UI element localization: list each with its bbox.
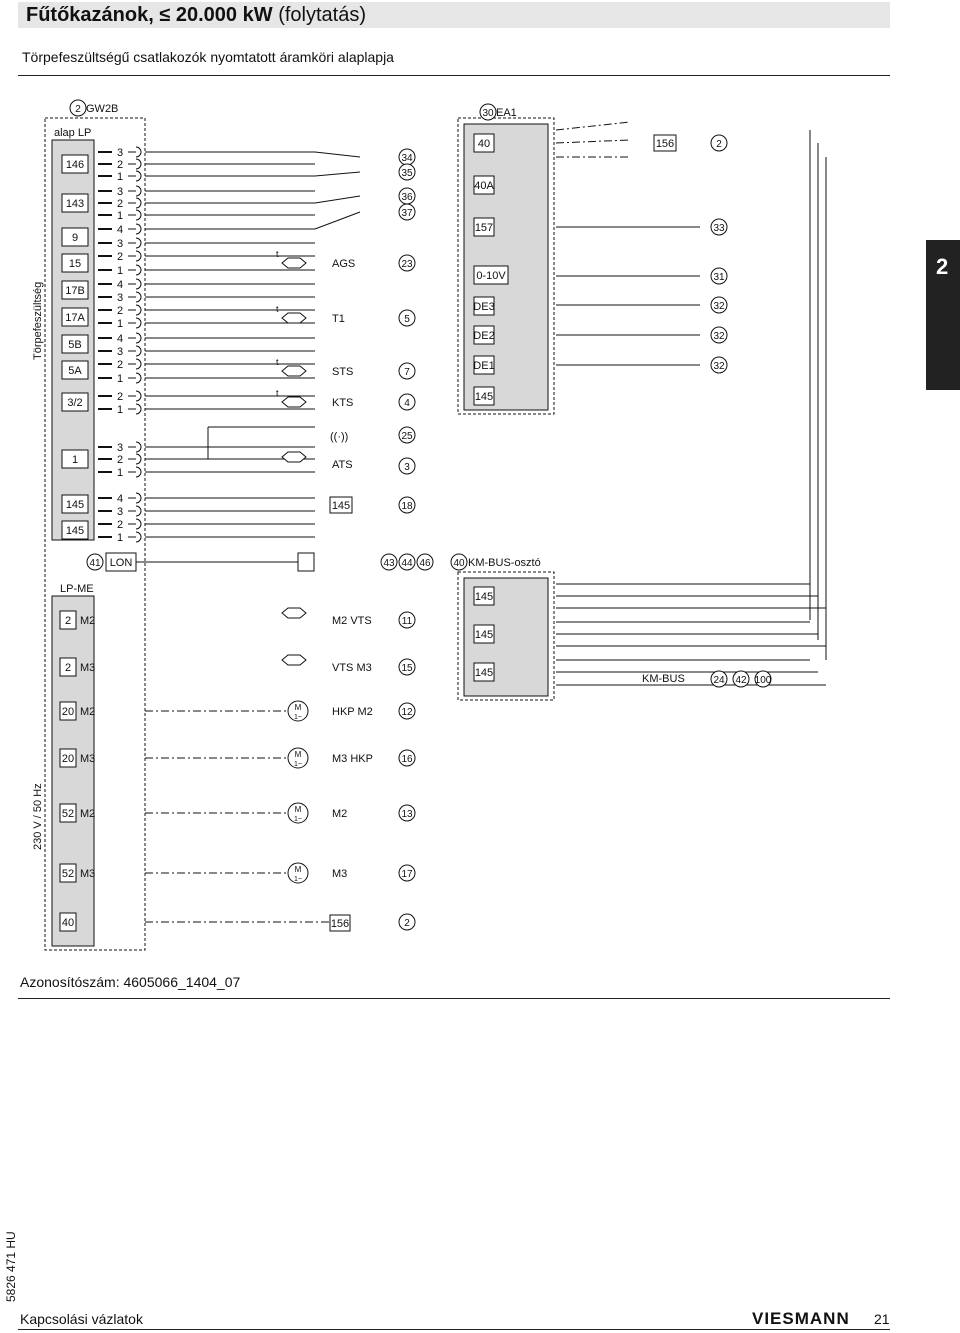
ref-circle-text: 46 bbox=[419, 558, 431, 569]
pin-socket bbox=[136, 532, 141, 542]
pin-socket bbox=[136, 159, 141, 169]
section-tab bbox=[926, 240, 960, 390]
ref-circle-text: 43 bbox=[383, 558, 395, 569]
pin-number: 2 bbox=[116, 198, 124, 210]
sensor-label: M2 bbox=[332, 808, 348, 820]
pin-socket bbox=[136, 333, 141, 343]
ref-circle-text: 100 bbox=[754, 675, 772, 686]
pin-number: 3 bbox=[116, 346, 124, 358]
sensor-symbol bbox=[282, 258, 306, 268]
ref-circle-text: 17 bbox=[401, 869, 413, 880]
ref-circle-text: 34 bbox=[401, 153, 413, 164]
pin-socket bbox=[136, 519, 141, 529]
pin-socket bbox=[136, 292, 141, 302]
left-plug-box-text: 15 bbox=[68, 258, 82, 270]
lp-me-name: M3 bbox=[80, 662, 96, 674]
low-voltage-label: Törpefeszültség bbox=[32, 281, 44, 360]
gw2b-label: GW2B bbox=[86, 103, 119, 115]
pin-socket bbox=[136, 251, 141, 261]
ref-circle-text: 23 bbox=[401, 259, 413, 270]
pin-number: 3 bbox=[116, 442, 124, 454]
ref-circle-text: 37 bbox=[401, 208, 413, 219]
sensor-symbol bbox=[282, 452, 306, 462]
left-plug-box-text: 3/2 bbox=[67, 397, 83, 409]
title-suffix: (folytatás) bbox=[278, 4, 366, 26]
pin-number: 4 bbox=[116, 493, 124, 505]
ea1-box-text: DE1 bbox=[473, 360, 495, 372]
pin-socket bbox=[136, 373, 141, 383]
ea1-number-text: 30 bbox=[482, 108, 494, 119]
ea1-box-text: DE2 bbox=[473, 330, 495, 342]
identifier: Azonosítószám: 4605066_1404_07 bbox=[20, 974, 241, 990]
ref-circle-text: 36 bbox=[401, 192, 413, 203]
sensor-mark: t bbox=[276, 249, 279, 259]
ea1-box-text: DE3 bbox=[473, 301, 495, 313]
lp-me-label: LP-ME bbox=[60, 583, 94, 595]
pin-number: 2 bbox=[116, 391, 124, 403]
doc-number-text: 5826 471 HU bbox=[4, 1231, 18, 1302]
section-tab-number: 2 bbox=[936, 254, 949, 279]
mains-voltage-label: 230 V / 50 Hz bbox=[32, 783, 44, 850]
pin-number: 3 bbox=[116, 506, 124, 518]
footer-rule bbox=[18, 1329, 890, 1330]
lp-me-name: M2 bbox=[80, 808, 96, 820]
sensor-label: AGS bbox=[332, 258, 356, 270]
left-plug-box-text: 5A bbox=[68, 365, 82, 377]
sensor-label: M3 HKP bbox=[332, 753, 373, 765]
lp-me-box-text: 20 bbox=[61, 753, 75, 765]
ref-circle-text: 42 bbox=[735, 675, 747, 686]
ea1-box-text: 145 bbox=[474, 391, 494, 403]
sensor-label: M3 bbox=[332, 868, 348, 880]
pin-number: 2 bbox=[116, 305, 124, 317]
doc-number bbox=[0, 1212, 18, 1302]
ea1-box-text: 40A bbox=[474, 180, 494, 192]
viessmann-logo: VIESMANN bbox=[752, 1309, 850, 1328]
pin-socket bbox=[136, 279, 141, 289]
lp-me-box-text: 2 bbox=[64, 662, 72, 674]
sensor-symbol bbox=[282, 397, 306, 407]
sensor-label: M2 VTS bbox=[332, 615, 372, 627]
mains-wire bbox=[556, 140, 630, 143]
pin-socket bbox=[136, 346, 141, 356]
antenna-icon: ((·)) bbox=[330, 431, 349, 443]
motor-sub: 1~ bbox=[294, 761, 302, 768]
left-plug-box-text: 5B bbox=[68, 339, 82, 351]
alap-lp-label: alap LP bbox=[54, 127, 92, 139]
ref-circle-text: 44 bbox=[401, 558, 413, 569]
pin-socket bbox=[136, 238, 141, 248]
motor-m: M bbox=[294, 703, 302, 712]
plug-box-156-text: 156 bbox=[330, 918, 350, 930]
pin-socket bbox=[136, 147, 141, 157]
ea1-box-text: 157 bbox=[474, 222, 494, 234]
sensor-mark: t bbox=[276, 304, 279, 314]
motor-sub: 1~ bbox=[294, 714, 302, 721]
pin-number: 3 bbox=[116, 147, 124, 159]
pin-number: 4 bbox=[116, 333, 124, 345]
kmbus-box-text: 145 bbox=[474, 629, 494, 641]
lp-me-name: M3 bbox=[80, 753, 96, 765]
lp-me-board bbox=[52, 596, 94, 946]
pin-number: 2 bbox=[116, 159, 124, 171]
wire bbox=[315, 172, 360, 176]
left-plug-box-text: 17B bbox=[65, 285, 85, 297]
pin-number: 1 bbox=[116, 373, 124, 385]
lon-number-text: 41 bbox=[89, 558, 101, 569]
sensor-label: HKP M2 bbox=[332, 706, 373, 718]
ref-circle-text: 7 bbox=[404, 367, 410, 378]
pin-number: 1 bbox=[116, 265, 124, 277]
ref-circle-text: 32 bbox=[713, 331, 725, 342]
lp-me-name: M2 bbox=[80, 706, 96, 718]
ref-circle-text: 18 bbox=[401, 501, 413, 512]
wire bbox=[315, 152, 360, 157]
pin-number: 1 bbox=[116, 532, 124, 544]
ea1-box-text: 40 bbox=[477, 138, 491, 150]
sensor-label: VTS M3 bbox=[332, 662, 372, 674]
pin-socket bbox=[136, 198, 141, 208]
pin-socket bbox=[136, 391, 141, 401]
sensor-label: KTS bbox=[332, 397, 354, 409]
ref-circle-text: 35 bbox=[401, 168, 413, 179]
sensor-mark: t bbox=[276, 388, 279, 398]
pin-socket bbox=[136, 224, 141, 234]
ref-circle-text: 3 bbox=[404, 462, 410, 473]
footer-section: Kapcsolási vázlatok bbox=[20, 1311, 143, 1327]
lp-me-box-text: 2 bbox=[64, 615, 72, 627]
pin-socket bbox=[136, 454, 141, 464]
sensor-label: T1 bbox=[332, 313, 345, 325]
page-number: 21 bbox=[874, 1311, 890, 1327]
kmbus-text: KM-BUS bbox=[642, 673, 685, 685]
ref-circle-text: 4 bbox=[404, 398, 410, 409]
sensor-mark: t bbox=[276, 357, 279, 367]
sensor-label: STS bbox=[332, 366, 354, 378]
bottom-rule bbox=[18, 998, 890, 999]
pin-socket bbox=[136, 442, 141, 452]
left-plug-box-text: 143 bbox=[65, 198, 85, 210]
pin-socket bbox=[136, 305, 141, 315]
pin-number: 2 bbox=[116, 251, 124, 263]
pin-number: 3 bbox=[116, 238, 124, 250]
pin-number: 1 bbox=[116, 171, 124, 183]
lp-me-name: M3 bbox=[80, 868, 96, 880]
left-plug-box-text: 145 bbox=[65, 499, 85, 511]
pin-number: 3 bbox=[116, 186, 124, 198]
pin-number: 3 bbox=[116, 292, 124, 304]
kmbus-box-text: 145 bbox=[474, 591, 494, 603]
pin-socket bbox=[136, 265, 141, 275]
ref-circle-text: 25 bbox=[401, 431, 413, 442]
subtitle: Törpefeszültségű csatlakozók nyomtatott áramköri alaplapja bbox=[22, 49, 394, 65]
ref-circle-text: 2 bbox=[404, 918, 410, 929]
lp-me-box-text: 52 bbox=[61, 868, 75, 880]
ref-circle-text: 24 bbox=[713, 675, 725, 686]
left-plug-box-text: 1 bbox=[71, 454, 79, 466]
left-plug-box-text: 146 bbox=[65, 159, 85, 171]
pin-socket bbox=[136, 404, 141, 414]
motor-m: M bbox=[294, 750, 302, 759]
ref-circle-text: 31 bbox=[713, 272, 725, 283]
ea1-label: EA1 bbox=[496, 107, 517, 119]
motor-sub: 1~ bbox=[294, 816, 302, 823]
lp-me-box-text: 40 bbox=[61, 917, 75, 929]
kmbus-label: KM-BUS-osztó bbox=[468, 557, 541, 569]
pin-socket bbox=[136, 186, 141, 196]
kmbus-number-text: 40 bbox=[453, 558, 465, 569]
left-plug-box-text: 9 bbox=[71, 232, 79, 244]
pin-socket bbox=[136, 171, 141, 181]
lon-box-text: LON bbox=[109, 557, 133, 569]
ref-circle-text: 32 bbox=[713, 301, 725, 312]
plug-box-145-text: 145 bbox=[331, 500, 351, 512]
motor-sub: 1~ bbox=[294, 876, 302, 883]
ref-circle-text: 11 bbox=[401, 616, 413, 627]
ref-circle-text: 32 bbox=[713, 361, 725, 372]
plug-box-156-ea1-text: 156 bbox=[655, 138, 675, 150]
mains-wire bbox=[556, 122, 630, 130]
sensor-symbol bbox=[282, 655, 306, 665]
pin-socket bbox=[136, 359, 141, 369]
lon-end-box bbox=[298, 553, 314, 571]
wire bbox=[315, 212, 360, 229]
ref-circle-text: 12 bbox=[401, 707, 413, 718]
pin-number: 2 bbox=[116, 519, 124, 531]
pin-number: 1 bbox=[116, 467, 124, 479]
pin-number: 1 bbox=[116, 210, 124, 222]
lp-me-name: M2 bbox=[80, 615, 96, 627]
left-plug-box-text: 145 bbox=[65, 525, 85, 537]
pin-socket bbox=[136, 467, 141, 477]
pin-socket bbox=[136, 318, 141, 328]
pin-socket bbox=[136, 506, 141, 516]
ref-circle-text: 13 bbox=[401, 809, 413, 820]
title-main: Fűtőkazánok, ≤ 20.000 kW bbox=[26, 4, 273, 26]
sensor-label: ATS bbox=[332, 459, 353, 471]
lp-me-box-text: 52 bbox=[61, 808, 75, 820]
gw2b-number-text: 2 bbox=[75, 104, 81, 115]
sensor-symbol bbox=[282, 366, 306, 376]
lp-me-box-text: 20 bbox=[61, 706, 75, 718]
motor-m: M bbox=[294, 805, 302, 814]
ea1-box-text: 0-10V bbox=[476, 270, 506, 282]
pin-number: 2 bbox=[116, 359, 124, 371]
pin-number: 1 bbox=[116, 318, 124, 330]
motor-m: M bbox=[294, 865, 302, 874]
sensor-symbol bbox=[282, 608, 306, 618]
pin-socket bbox=[136, 493, 141, 503]
wire bbox=[315, 196, 360, 203]
ref-circle-text: 33 bbox=[713, 223, 725, 234]
pin-socket bbox=[136, 210, 141, 220]
ref-circle-text: 15 bbox=[401, 663, 413, 674]
ref-circle-text: 2 bbox=[716, 139, 722, 150]
pin-number: 4 bbox=[116, 224, 124, 236]
kmbus-box-text: 145 bbox=[474, 667, 494, 679]
pin-number: 1 bbox=[116, 404, 124, 416]
sensor-symbol bbox=[282, 313, 306, 323]
left-plug-box-text: 17A bbox=[65, 312, 85, 324]
pin-number: 4 bbox=[116, 279, 124, 291]
ref-circle-text: 5 bbox=[404, 314, 410, 325]
pin-number: 2 bbox=[116, 454, 124, 466]
ref-circle-text: 16 bbox=[401, 754, 413, 765]
